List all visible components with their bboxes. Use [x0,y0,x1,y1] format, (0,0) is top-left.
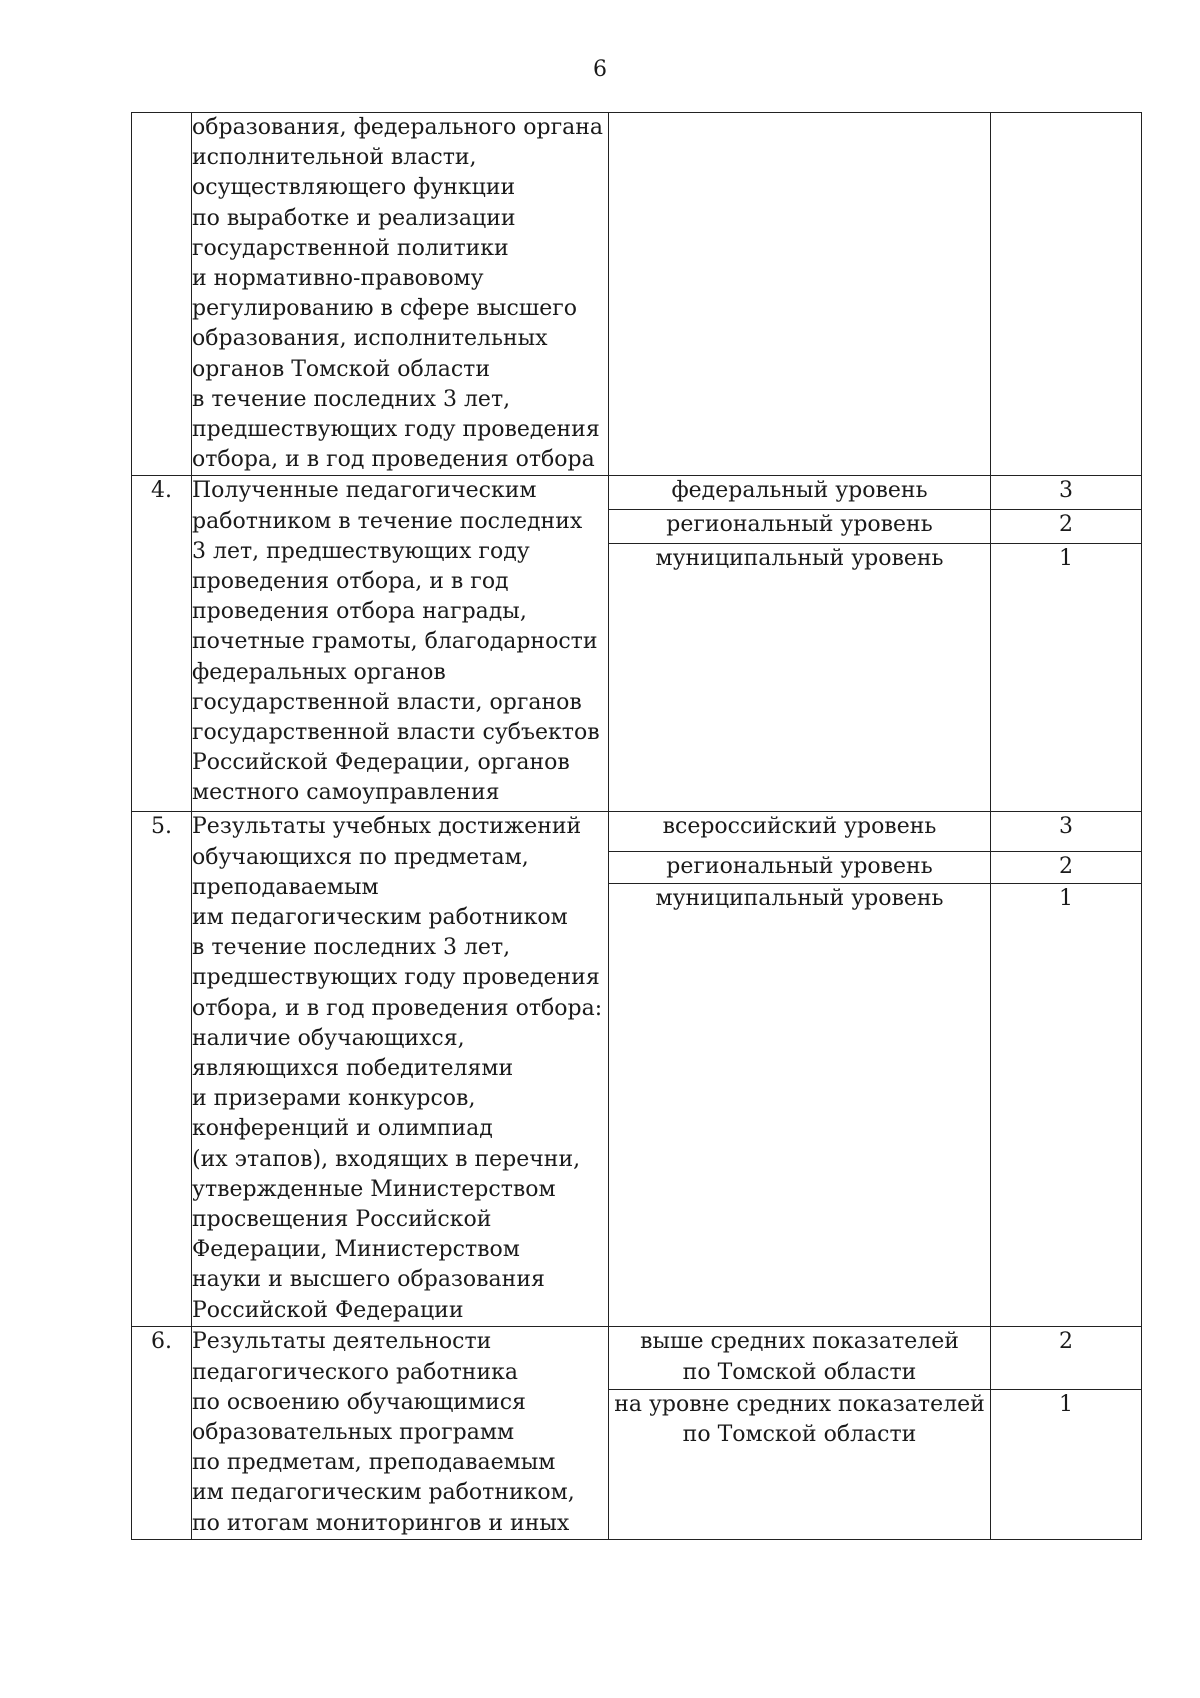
table-row [132,1327,1142,1389]
row-description: образования, федерального органа исполнительной власти, осуществляющего функции по выработке и реализации государственной политики и нормативно-правовому регулированию в сфере высшего образования, исполнительных органов Томской области в течение последних 3 лет, предшествующих году проведения отбора, и в год проведения отбора [192,113,609,476]
row-score: 1 [991,884,1142,1327]
row-score: 2 [991,1327,1142,1389]
row-number [132,113,192,476]
row-score: 3 [991,812,1142,852]
row-level [609,113,991,476]
row-number: 4. [132,476,192,812]
row-score: 2 [991,510,1142,544]
row-level: выше средних показателей по Томской области [609,1327,991,1389]
row-score [991,113,1142,476]
table-row [132,476,1142,510]
row-description: Полученные педагогическим работником в течение последних 3 лет, предшествующих году проведения отбора, и в год проведения отбора награды, почетные грамоты, благодарности федеральных органов государственной власти, органов государственной власти субъектов Российской Федерации, органов местного самоуправления [192,476,609,812]
row-score: 3 [991,476,1142,510]
row-level: всероссийский уровень [609,812,991,852]
row-score: 1 [991,1389,1142,1539]
criteria-table [131,112,1142,1540]
row-level: на уровне средних показателей по Томской области [609,1389,991,1539]
row-level: региональный уровень [609,510,991,544]
page-number: 6 [593,57,607,82]
table-row [132,812,1142,852]
row-description: Результаты деятельности педагогического работника по освоению обучающимися образовательных программ по предметам, преподаваемым им педагогическим работником, по итогам мониторингов и иных [192,1327,609,1539]
row-number: 5. [132,812,192,1327]
row-number: 6. [132,1327,192,1539]
row-level: муниципальный уровень [609,544,991,812]
row-level: региональный уровень [609,852,991,884]
row-score: 2 [991,852,1142,884]
row-description: Результаты учебных достижений обучающихся по предметам, преподаваемым им педагогическим работником в течение последних 3 лет, предшествующих году проведения отбора, и в год проведения отбора: наличие обучающихся, являющихся победителями и призерами конкурсов, конференций и олимпиад (их этапов), входящих в перечни, утвержденные Министерством просвещения Российской Федерации, Министерством науки и высшего образования Российской Федерации [192,812,609,1327]
row-level: муниципальный уровень [609,884,991,1327]
row-level: федеральный уровень [609,476,991,510]
row-score: 1 [991,544,1142,812]
table-row [132,113,1142,476]
